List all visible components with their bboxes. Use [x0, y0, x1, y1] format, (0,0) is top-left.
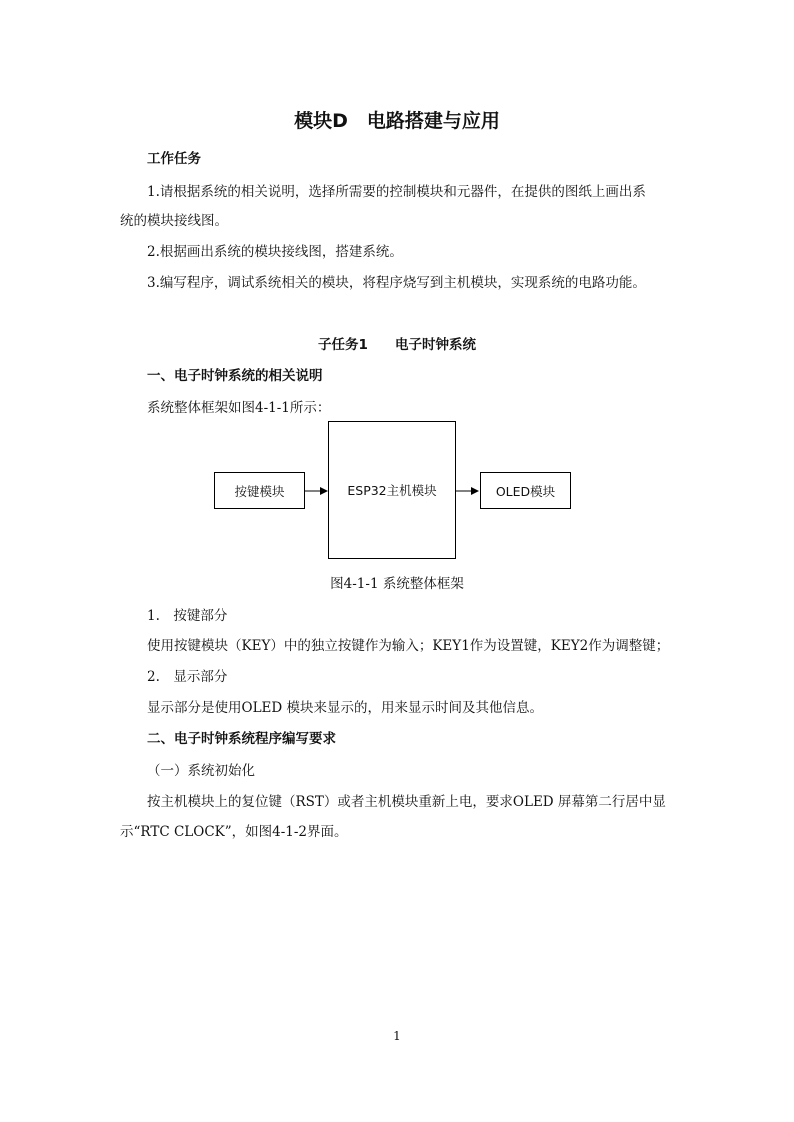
work-task-item-2: 2.根据画出系统的模块接线图，搭建系统。 — [147, 244, 403, 260]
page-title: 模块D 电路搭建与应用 — [294, 110, 500, 132]
work-task-item-3: 3.编写程序，调试系统相关的模块，将程序烧写到主机模块，实现系统的电路功能。 — [147, 275, 646, 291]
figure-caption: 图4-1-1 系统整体框架 — [330, 576, 464, 592]
init-heading: （一）系统初始化 — [147, 763, 255, 779]
work-task-item-1-line-1: 1.请根据系统的相关说明，选择所需要的控制模块和元器件，在提供的图纸上画出系 — [147, 184, 646, 200]
part-1-text: 使用按键模块（KEY）中的独立按键作为输入；KEY1作为设置键，KEY2作为调整键； — [147, 638, 670, 654]
part-2-heading: 2. 显示部分 — [147, 669, 228, 685]
oled-module-box — [480, 472, 571, 509]
page-number: 1 — [393, 1029, 401, 1043]
section-2-heading: 二、电子时钟系统程序编写要求 — [147, 731, 336, 747]
key-module-box — [214, 472, 305, 509]
work-task-heading: 工作任务 — [147, 151, 201, 167]
part-1-heading: 1. 按键部分 — [147, 608, 228, 624]
oled-module-label: OLED模块 — [495, 483, 556, 499]
section-1-heading: 一、电子时钟系统的相关说明 — [147, 368, 323, 384]
framework-intro: 系统整体框架如图4-1-1所示： — [147, 400, 331, 416]
work-task-item-1-line-2: 统的模块接线图。 — [120, 213, 228, 229]
esp32-module-box — [328, 421, 456, 559]
init-text-line-1: 按主机模块上的复位键（RST）或者主机模块重新上电，要求OLED 屏幕第二行居中显 — [147, 794, 666, 810]
init-text-line-2: 示“RTC CLOCK”，如图4-1-2界面。 — [120, 824, 348, 840]
key-module-label: 按键模块 — [234, 483, 285, 499]
subtask-title: 子任务1 电子时钟系统 — [318, 337, 476, 353]
esp32-module-label: ESP32主机模块 — [347, 483, 437, 498]
part-2-text: 显示部分是使用OLED 模块来显示的，用来显示时间及其他信息。 — [147, 700, 544, 716]
